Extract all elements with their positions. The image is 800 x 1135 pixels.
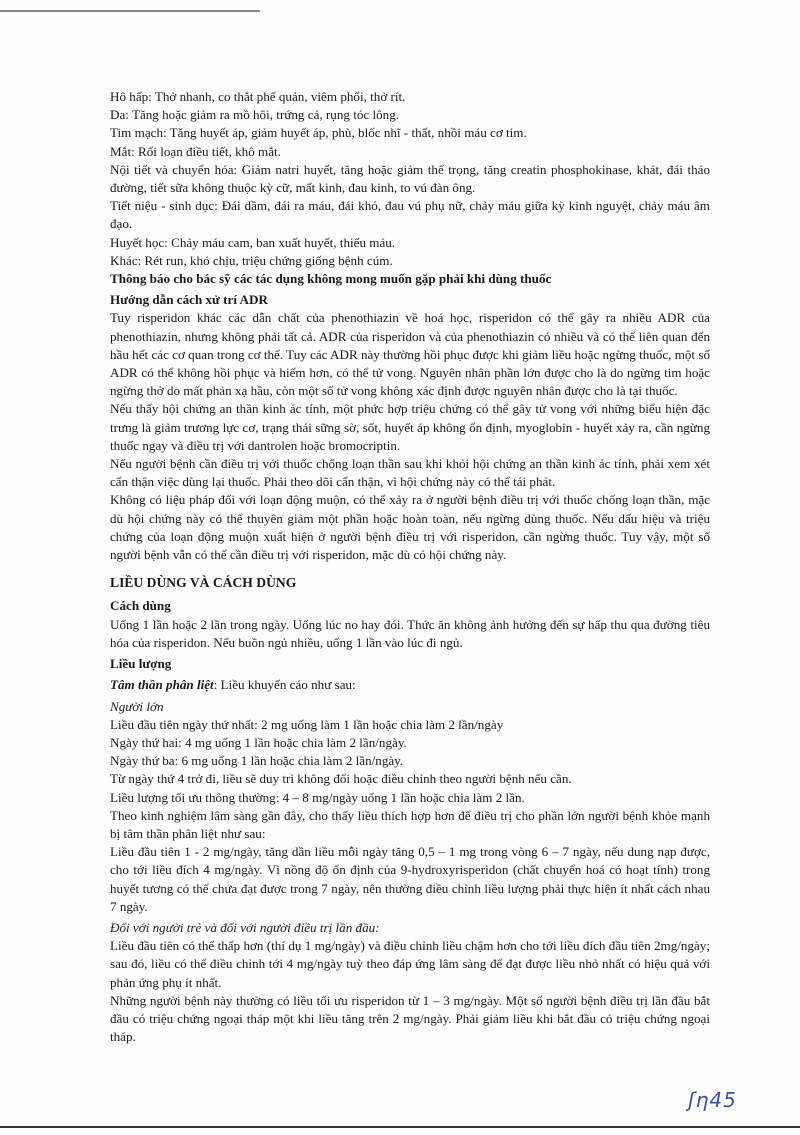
schizophrenia-rest: : Liều khuyến cáo như sau:	[213, 677, 356, 693]
urogenital-text: Tiết niệu - sinh dục: Đái dầm, đái ra máu, đái khó, đau vú phụ nữ, chảy máu giữa kỳ kinh nguyệt, chảy máu âm đạo.	[110, 198, 710, 232]
dosage-heading: Liều lượng	[110, 656, 172, 672]
dose-section-heading: LIỀU DÙNG VÀ CÁCH DÙNG	[110, 575, 297, 591]
adr-paragraph-2: Nếu thấy hội chứng an thần kinh ác tính, một phức hợp triệu chứng có thể gây tử vong với những biểu hiện đặc trưng là giảm trương lực cơ, trạng thái sững sờ, sốt, huyết áp không ổn định, myoglobin - huyết xảy ra, cần ngừng thuốc ngay và điều trị với dantrolen hoặc bromocriptin.	[110, 401, 710, 453]
day1-text: Liều đầu tiên ngày thứ nhất: 2 mg uống làm 1 lần hoặc chia làm 2 lần/ngày	[110, 716, 504, 732]
adr-paragraph-3: Nếu người bệnh cần điều trị với thuốc chống loạn thần sau khi khỏi hội chứng an thần kinh ác tính, phải xem xét cẩn thận việc dùng lại thuốc. Phải theo dõi cẩn thận, vì hội chứng này có thể tái phát.	[110, 456, 710, 490]
day3-text: Ngày thứ ba: 6 mg uống 1 lần hoặc chia làm 2 lần/ngày.	[110, 753, 404, 769]
day2-text: Ngày thứ hai: 4 mg uống 1 lần hoặc chia làm 2 lần/ngày.	[110, 734, 407, 750]
initial-dose-text: Liều đầu tiên 1 - 2 mg/ngày, tăng dần liều mỗi ngày tăng 0,5 – 1 mg trong vòng 6 – 7 ngày, nếu dung nạp được, cho tới liều đích 4 mg/ngày. Vì nồng độ ổn định của 9-hydroxyrisperidon (chất chuyển hoá có hoạt tính) trong huyết tương có thể chưa đạt được trong 7 ngày, nên thường điều chỉnh liều lượng phải thực hiện ít nhất cách nhau 7 ngày.	[110, 844, 710, 914]
eye-text: Mắt: Rối loạn điều tiết, khô mắt.	[110, 143, 281, 159]
other-text: Khác: Rét run, khó chịu, triệu chứng giống bệnh cúm.	[110, 252, 393, 268]
adr-paragraph-4: Không có liệu pháp đối với loạn động muộn, có thể xảy ra ở người bệnh điều trị với thuốc chống loạn thần, mặc dù hội chứng này có thể thuyên giảm một phần hoặc hoàn toàn, nếu ngừng dùng thuốc. Nếu dấu hiệu và triệu chứng của loạn động muộn xuất hiện ở người bệnh điều trị với risperidon, cần ngừng thuốc. Tuy vậy, một số người bệnh vẫn có thể cần điều trị với risperidon, mặc dù có hội chứng này.	[110, 492, 710, 563]
schizophrenia-label: Tâm thần phân liệt	[110, 677, 214, 693]
optimal-dose-text: Liều lượng tối ưu thông thường: 4 – 8 mg/ngày uống 1 lần hoặc chia làm 2 lần.	[110, 789, 525, 805]
day4-text: Từ ngày thứ 4 trở đi, liều sẽ duy trì không đổi hoặc điều chỉnh theo người bệnh nếu cần.	[110, 771, 572, 787]
young-optimal-text: Những người bệnh này thường có liều tối ưu risperidon từ 1 – 3 mg/ngày. Một số người bệnh điều trị lần đầu bắt đầu có triệu chứng ngoại tháp một khi liều tăng trên 2 mg/ngày. Phải giảm liều khi bắt đầu có triệu chứng ngoại tháp.	[110, 992, 710, 1045]
document-page	[110, 88, 710, 1046]
bottom-edge-line	[0, 1126, 800, 1128]
notice-heading: Thông báo cho bác sỹ các tác dụng không mong muốn gặp phải khi dùng thuốc	[110, 271, 552, 287]
young-heading: Đối với người trẻ và đối với người điều trị lần đầu:	[110, 919, 380, 935]
top-edge-line	[0, 10, 260, 12]
hematology-text: Huyết học: Chảy máu cam, ban xuất huyết, thiếu máu.	[110, 234, 396, 250]
usage-text: Uống 1 lần hoặc 2 lần trong ngày. Uống lúc no hay đói. Thức ăn không ảnh hưởng đến sự hấp thu qua đường tiêu hóa của risperidon. Nếu buồn ngủ nhiều, uống 1 lần vào lúc đi ngủ.	[110, 616, 710, 650]
young-dose-text: Liều đầu tiên có thể thấp hơn (thí dụ 1 mg/ngày) và điều chỉnh liều chậm hơn cho tới liều đích đầu tiên 2mg/ngày; sau đó, liều có thể điều chỉnh tới 4 mg/ngày tuỳ theo đáp ứng lâm sàng để đạt được liều nhỏ nhất có hiệu quả với phản ứng phụ ít nhất.	[110, 938, 710, 990]
schizophrenia-line	[110, 676, 710, 694]
usage-heading: Cách dùng	[110, 598, 171, 614]
skin-text: Da: Tăng hoặc giảm ra mồ hôi, trứng cá, rụng tóc lông.	[110, 107, 400, 123]
adult-heading: Người lớn	[110, 698, 164, 714]
adr-paragraph-1: Tuy risperidon khác các dẫn chất của phenothiazin về hoá học, risperidon có thể gây ra nhiều ADR của phenothiazin, nhưng không phải tất cả. ADR của risperidon và của phenothiazin có nhiều và có thể liên quan đến hầu hết các cơ quan trong cơ thể. Tuy các ADR này thường hồi phục được khi giảm liều hoặc ngừng thuốc, một số ADR có thể không hồi phục và hiếm hơn, có thể tử vong. Nguyên nhân phần lớn được cho là do ngừng tim hoặc ngừng thở do mất phản xạ hầu, còn một số tử vong không xác định được nguyên nhân được cho là tại thuốc.	[110, 310, 710, 399]
endocrine-text: Nội tiết và chuyển hóa: Giảm natri huyết, tăng hoặc giảm thể trọng, tăng creatin phosphokinase, khát, đái tháo đường, tiết sữa không thuộc kỳ cữ, mất kinh, đau kinh, to vú đàn ông.	[110, 161, 710, 196]
clinical-text: Theo kinh nghiệm lâm sàng gần đây, cho thấy liều thích hợp hơn để điều trị cho phần lớn người bệnh khỏe mạnh bị tâm thần phân liệt như sau:	[110, 807, 710, 841]
handwritten-page-mark: ʃƞ45	[688, 1088, 737, 1112]
respiratory-text: Hô hấp: Thở nhanh, co thắt phế quản, viêm phổi, thở rít.	[110, 89, 406, 104]
cardio-text: Tim mạch: Tăng huyết áp, giảm huyết áp, phù, blốc nhĩ - thất, nhồi máu cơ tim.	[110, 125, 527, 141]
adr-heading: Hướng dẫn cách xử trí ADR	[110, 292, 268, 308]
